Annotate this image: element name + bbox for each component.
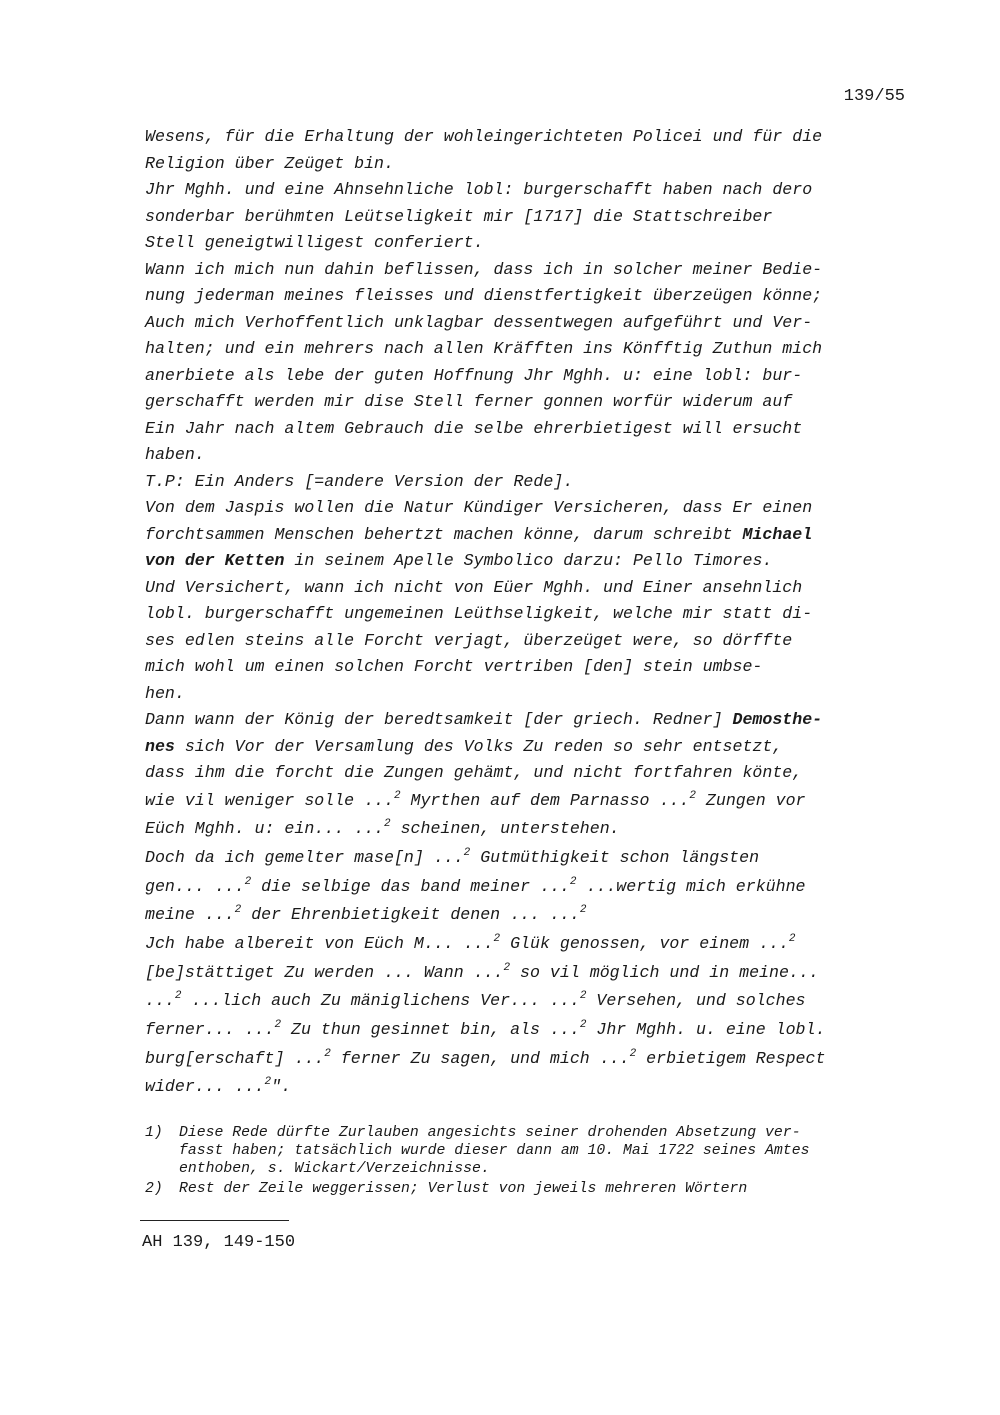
text-line: Von dem Jaspis wollen die Natur Kündiger Versicheren, dass Er einen bbox=[145, 498, 813, 517]
bold-name: von der Ketten bbox=[145, 551, 285, 570]
footnote-ref: 2 bbox=[689, 789, 696, 802]
text-segment: sich Vor der Versamlung des Volks Zu reden so sehr entsetzt, bbox=[174, 736, 783, 756]
footnote-ref: 2 bbox=[264, 1076, 272, 1089]
text-line: lobl. burgerschafft ungemeinen Leüthseligkeit, welche mir statt di- bbox=[145, 604, 813, 623]
bold-name: Michael bbox=[742, 524, 813, 544]
footnote-ref: 2 bbox=[384, 818, 391, 831]
footnote-number: 1) bbox=[145, 1125, 163, 1141]
text-line: Jhr Mghh. und eine Ahnsehnliche lobl: burgerschafft haben nach dero bbox=[145, 180, 813, 199]
text-line: Auch mich Verhoffentlich unklagbar dessentwegen aufgeführt und Ver- bbox=[145, 312, 813, 332]
text-segment: die selbige das band meiner ... bbox=[251, 876, 570, 896]
transcription-body bbox=[145, 124, 925, 1102]
footnote-text bbox=[179, 1180, 925, 1198]
text-segment: Versehen, und solches bbox=[586, 991, 806, 1011]
text-line: anerbiete als lebe der guten Hoffnung Jhr Mghh. u: eine lobl: bur- bbox=[145, 365, 803, 385]
page-number: 139/55 bbox=[843, 87, 905, 106]
text-segment: gen... ... bbox=[145, 876, 245, 896]
text-line: ses edlen steins alle Forcht verjagt, überzeüget were, so dörffte bbox=[145, 630, 793, 650]
footnote bbox=[145, 1180, 925, 1198]
footnote-ref: 2 bbox=[579, 1019, 587, 1031]
text-segment: Zu thun gesinnet bin, als ... bbox=[281, 1020, 580, 1039]
text-line: Stell geneigtwilligest conferiert. bbox=[145, 233, 484, 252]
text-segment: in seinem Apelle Symbolico darzu: Pello Timores. bbox=[284, 551, 773, 570]
footnote-text bbox=[179, 1124, 925, 1179]
text-line bbox=[145, 844, 925, 873]
text-line: mich wohl um einen solchen Forcht vertriben [den] stein umbse- bbox=[145, 657, 763, 676]
text-segment: scheinen, unterstehen. bbox=[390, 819, 620, 839]
text-line: hen. bbox=[145, 683, 185, 703]
text-segment: Zungen vor bbox=[695, 790, 806, 810]
text-line bbox=[145, 707, 925, 734]
text-segment: ferner... ... bbox=[145, 1020, 275, 1039]
text-segment: so vil möglich und in meine... bbox=[510, 962, 819, 982]
text-line bbox=[145, 787, 925, 816]
text-segment: Myrthen auf dem Parnasso ... bbox=[400, 790, 690, 810]
text-line: Und Versichert, wann ich nicht von Eüer Mghh. und Einer ansehnlich bbox=[145, 577, 803, 597]
text-segment: erbietigem Respect bbox=[636, 1048, 826, 1068]
text-segment: ...wertig mich erkühne bbox=[576, 876, 806, 896]
footnote-ref: 2 bbox=[274, 1019, 282, 1031]
text-segment: Dann wann der König der beredtsamkeit [der griech. Redner] bbox=[145, 710, 733, 729]
footnote-ref: 2 bbox=[503, 961, 511, 974]
text-line bbox=[145, 1045, 925, 1074]
footnote-line: Rest der Zeile weggerissen; Verlust von jeweils mehreren Wörtern bbox=[179, 1180, 748, 1197]
text-segment: burg[erschaft] ... bbox=[145, 1048, 325, 1068]
text-segment: Gutmüthigkeit schon längsten bbox=[470, 847, 760, 867]
footnote-ref: 2 bbox=[493, 932, 501, 945]
footnote-ref: 2 bbox=[393, 789, 401, 802]
text-line: Wann ich mich nun dahin beflissen, dass ich in solcher meiner Bedie- bbox=[145, 259, 823, 279]
text-segment: Jch habe albereit von Eüch M... ... bbox=[145, 933, 494, 953]
text-line bbox=[145, 901, 925, 930]
text-line: haben. bbox=[145, 445, 205, 464]
footnote bbox=[145, 1124, 925, 1179]
text-segment: wie vil weniger solle ... bbox=[145, 790, 394, 810]
text-segment: forchtsammen Menschen behertzt machen könne, darum schreibt bbox=[145, 524, 743, 544]
text-line bbox=[145, 959, 925, 988]
text-line: sonderbar berühmten Leütseligkeit mir [1717] die Stattschreiber bbox=[145, 206, 773, 226]
text-line bbox=[145, 522, 925, 549]
text-segment: [be]stättiget Zu werden ... Wann ... bbox=[145, 962, 504, 982]
text-segment: Jhr Mghh. u. eine lobl. bbox=[586, 1020, 826, 1039]
footnote-ref: 2 bbox=[629, 1047, 637, 1060]
footnotes bbox=[145, 1124, 925, 1199]
text-line: dass ihm die forcht die Zungen gehämt, und nicht fortfahren könte, bbox=[145, 763, 803, 782]
text-line bbox=[145, 815, 925, 844]
text-line: Religion über Zeüget bin. bbox=[145, 153, 394, 173]
text-segment: Doch da ich gemelter mase[n] ... bbox=[145, 847, 464, 867]
footnote-line: fasst haben; tatsächlich wurde dieser dann am 10. Mai 1722 seines Amtes bbox=[179, 1143, 810, 1160]
text-segment: Eüch Mghh. u: ein... ... bbox=[145, 819, 384, 839]
bold-name: nes bbox=[145, 736, 175, 756]
text-segment: meine ... bbox=[145, 905, 235, 925]
footnote-line: Diese Rede dürfte Zurlauben angesichts seiner drohenden Absetzung ver- bbox=[179, 1125, 801, 1141]
text-line bbox=[145, 873, 925, 902]
text-line bbox=[145, 734, 925, 761]
footnote-line: enthoben, s. Wickart/Verzeichnisse. bbox=[179, 1161, 490, 1178]
text-segment: Glük genossen, vor einem ... bbox=[500, 933, 789, 953]
text-line bbox=[145, 987, 925, 1016]
text-segment: wider... ... bbox=[145, 1077, 265, 1097]
footnote-ref: 2 bbox=[324, 1047, 331, 1060]
text-segment: der Ehrenbietigkeit denen ... ... bbox=[241, 905, 580, 925]
text-line: Wesens, für die Erhaltung der wohleingerichteten Policei und für die bbox=[145, 127, 823, 146]
footnote-ref: 2 bbox=[788, 932, 796, 945]
text-line bbox=[145, 1073, 925, 1102]
text-segment: ". bbox=[271, 1077, 292, 1097]
footnote-ref: 2 bbox=[174, 990, 182, 1003]
footnote-ref: 2 bbox=[463, 846, 471, 859]
source-divider bbox=[140, 1220, 289, 1221]
text-line: Ein Jahr nach altem Gebrauch die selbe ehrerbietigest will ersucht bbox=[145, 418, 803, 438]
text-segment: ferner Zu sagen, und mich ... bbox=[330, 1048, 630, 1068]
text-line: halten; und ein mehrers nach allen Kräfften ins Könfftig Zuthun mich bbox=[145, 339, 823, 358]
footnote-number: 2) bbox=[145, 1180, 163, 1197]
bold-name: Demosthe- bbox=[732, 710, 823, 729]
footnote-ref: 2 bbox=[244, 875, 252, 888]
text-line: gerschafft werden mir dise Stell ferner gonnen worfür widerum auf bbox=[145, 392, 793, 411]
text-line: nung jederman meines fleisses und dienstfertigkeit überzeügen könne; bbox=[145, 286, 823, 305]
text-line bbox=[145, 930, 925, 959]
text-line: T.P: Ein Anders [=andere Version der Rede]. bbox=[145, 471, 574, 491]
text-segment: ...lich auch Zu mäniglichens Ver... ... bbox=[181, 991, 580, 1011]
text-segment: ... bbox=[145, 991, 175, 1011]
source-reference: AH 139, 149-150 bbox=[142, 1233, 296, 1252]
footnote-ref: 2 bbox=[569, 875, 577, 888]
text-line bbox=[145, 1016, 925, 1045]
footnote-ref: 2 bbox=[579, 990, 587, 1003]
footnote-ref: 2 bbox=[234, 904, 242, 917]
footnote-ref: 2 bbox=[579, 904, 587, 917]
text-line bbox=[145, 548, 925, 575]
